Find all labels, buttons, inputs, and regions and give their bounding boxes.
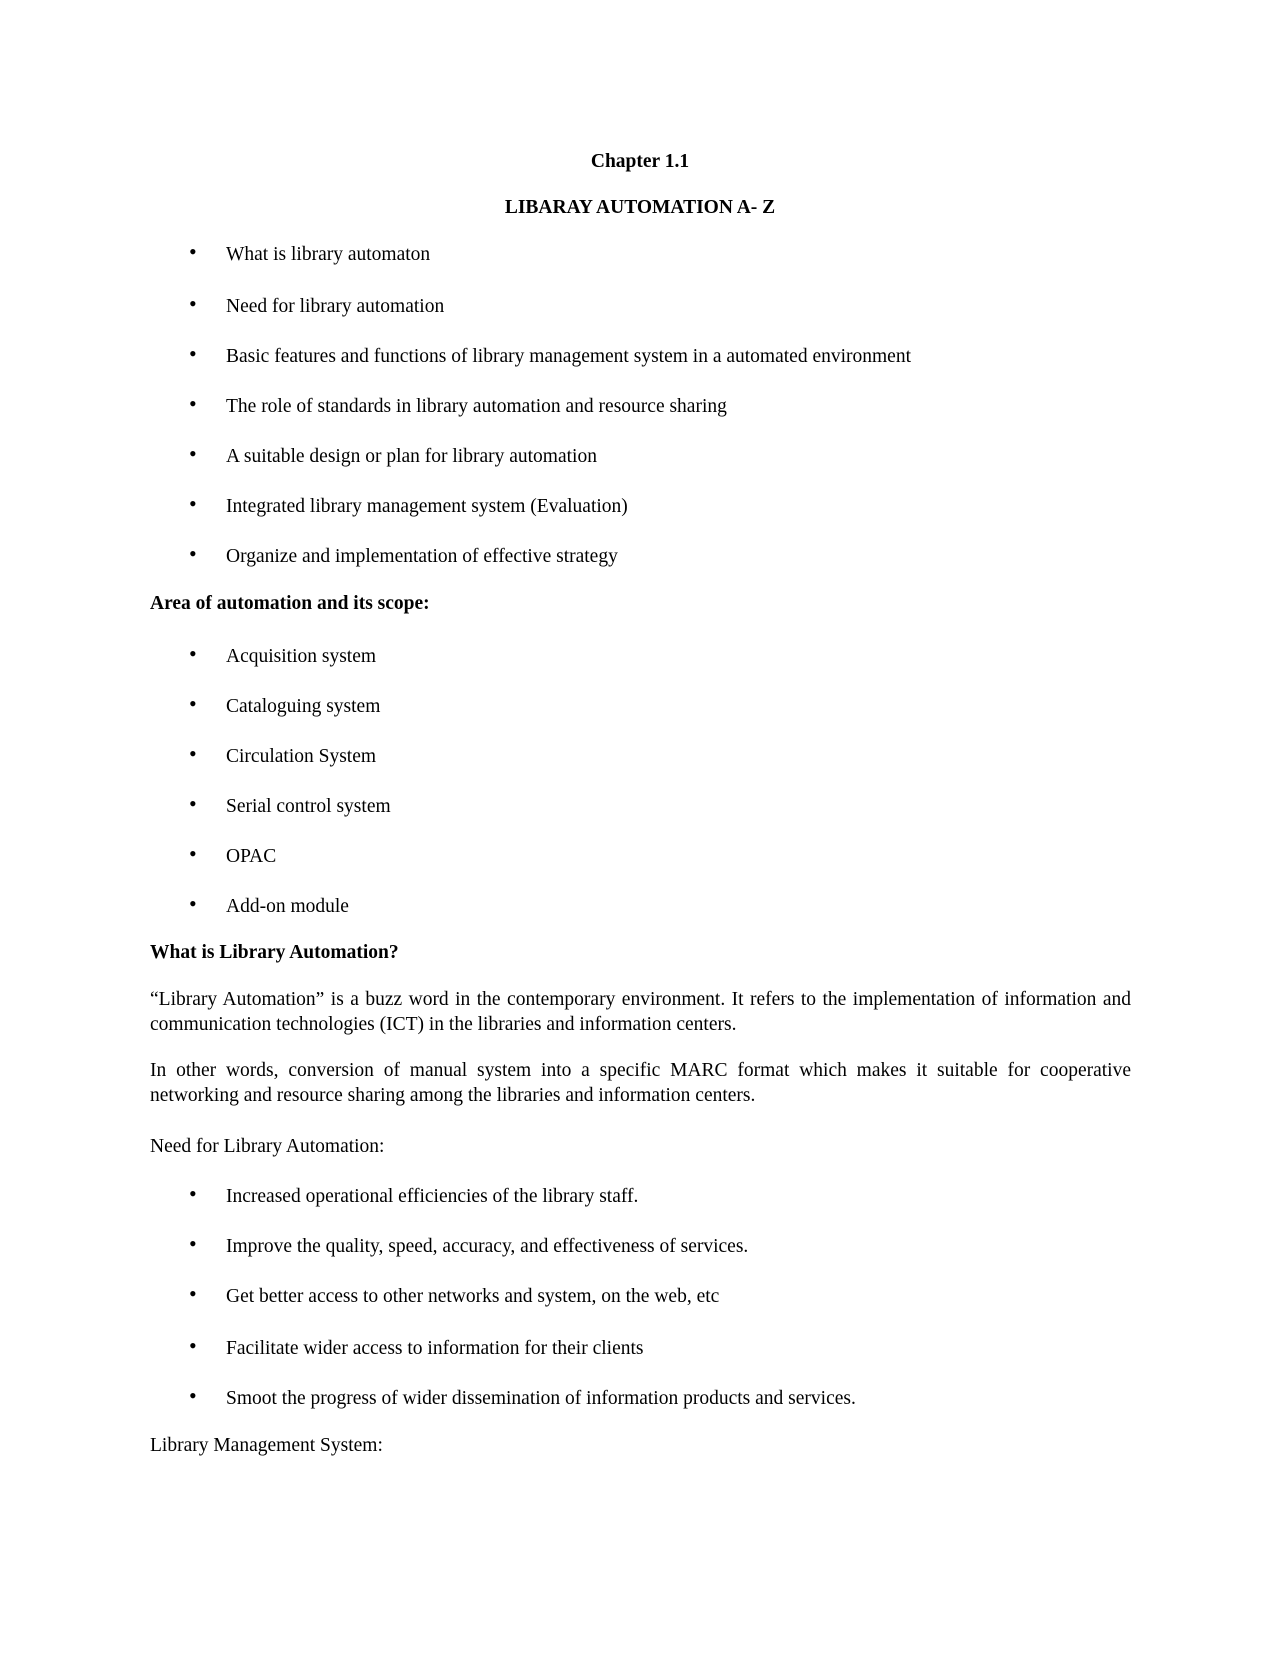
bullet-icon: • [189, 1231, 197, 1256]
what-heading: What is Library Automation? [150, 942, 399, 963]
bullet-icon: • [189, 1181, 197, 1206]
scope-heading: Area of automation and its scope: [150, 593, 430, 614]
chapter-label: Chapter 1.1 [590, 151, 690, 172]
need-heading: Need for Library Automation: [150, 1136, 385, 1157]
paragraph-definition: “Library Automation” is a buzz word in the contemporary environment. It refers to the implementation of information and communication technologies (ICT) in the libraries and information centers. [150, 989, 1131, 1035]
bullet-icon: • [189, 841, 197, 866]
list-item: • Acquisition system [189, 641, 377, 667]
list-item: • Circulation System [189, 741, 377, 767]
list-item: • Add-on module [189, 891, 349, 917]
list-item: • A suitable design or plan for library automation [189, 441, 597, 467]
list-item: • Integrated library management system (Evaluation) [189, 491, 628, 517]
bullet-icon: • [189, 891, 197, 916]
bullet-icon: • [189, 741, 197, 766]
bullet-icon: • [189, 641, 197, 666]
paragraph-other-words: In other words, conversion of manual system into a specific MARC format which makes it suitable for cooperative networking and resource sharing among the libraries and information centers. [150, 1060, 1131, 1106]
list-item: • Need for library automation [189, 291, 445, 317]
list-item: • Get better access to other networks and system, on the web, etc [189, 1281, 720, 1307]
list-item: • Cataloguing system [189, 691, 381, 717]
bullet-icon: • [189, 691, 197, 716]
list-item: • The role of standards in library automation and resource sharing [189, 391, 727, 417]
bullet-icon: • [189, 1383, 197, 1408]
lms-heading: Library Management System: [150, 1435, 383, 1456]
list-item: • Improve the quality, speed, accuracy, and effectiveness of services. [189, 1231, 749, 1257]
bullet-icon: • [189, 341, 197, 366]
list-item: • Serial control system [189, 791, 391, 817]
list-item: • Increased operational efficiencies of the library staff. [189, 1181, 639, 1207]
list-item: • Basic features and functions of library management system in a automated environment [189, 341, 911, 367]
list-item: • Organize and implementation of effective strategy [189, 541, 618, 567]
list-item: • OPAC [189, 841, 277, 867]
bullet-icon: • [189, 441, 197, 466]
list-item: • What is library automaton [189, 239, 431, 265]
bullet-icon: • [189, 1281, 197, 1306]
bullet-icon: • [189, 291, 197, 316]
bullet-icon: • [189, 391, 197, 416]
bullet-icon: • [189, 1333, 197, 1358]
bullet-icon: • [189, 541, 197, 566]
bullet-icon: • [189, 491, 197, 516]
bullet-icon: • [189, 791, 197, 816]
page-title: LIBARAY AUTOMATION A- Z [504, 197, 776, 218]
list-item: • Smoot the progress of wider dissemination of information products and services. [189, 1383, 856, 1409]
bullet-icon: • [189, 239, 197, 264]
list-item: • Facilitate wider access to information for their clients [189, 1333, 644, 1359]
